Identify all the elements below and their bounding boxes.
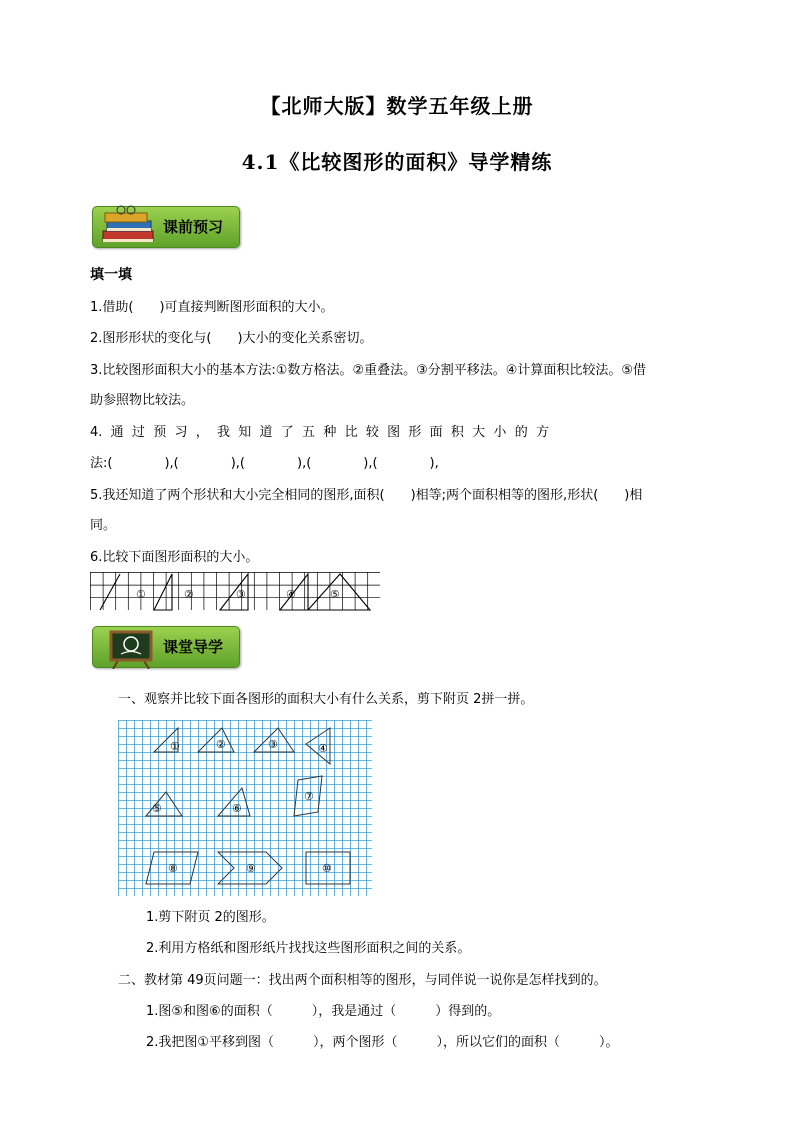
preview-badge-label: 课前预习 [163, 218, 224, 236]
classroom-badge [92, 626, 240, 668]
question-3-line2: 助参照物比较法。 [90, 393, 195, 408]
grid-label-1: ① [170, 740, 180, 753]
question-3-line1: 3.比较图形面积大小的基本方法:①数方格法。②重叠法。③分割平移法。④计算面积比较法。⑤借 [90, 363, 647, 378]
grid-label-6: ⑥ [232, 802, 242, 815]
shapes-grid-blue [118, 720, 374, 898]
compare-shapes-grid [90, 572, 382, 612]
question-4-line2: 法:( ),( ),( ),( ),( ), [90, 456, 439, 471]
shape-2-triangle [154, 574, 172, 610]
part-2-item-1: 1.图⑤和图⑥的面积（ ），我是通过（ ）得到的。 [146, 1004, 501, 1019]
document-title: 【北师大版】数学五年级上册 [260, 94, 534, 118]
classroom-badge-label: 课堂导学 [163, 638, 224, 656]
question-2: 2.图形形状的变化与( )大小的变化关系密切。 [90, 331, 373, 346]
part-1-item-2: 2.利用方格纸和图形纸片找找这些图形面积之间的关系。 [146, 941, 471, 956]
question-6: 6.比较下面图形面积的大小。 [90, 550, 259, 565]
question-5-line1: 5.我还知道了两个形状和大小完全相同的图形,面积( )相等;两个面积相等的图形,形状( )相 [90, 488, 643, 503]
part-2-instruction: 二、教材第 49页问题一：找出两个面积相等的图形，与同伴说一说你是怎样找到的。 [118, 973, 607, 988]
preview-badge [92, 206, 240, 248]
fill-in-heading: 填一填 [90, 267, 132, 283]
grid-label-5: ⑤ [152, 802, 162, 815]
small-label-3: ③ [236, 588, 246, 601]
part-1-item-1: 1.剪下附页 2的图形。 [146, 910, 275, 925]
small-label-5: ⑤ [330, 588, 340, 601]
small-label-2: ② [184, 588, 194, 601]
question-5-line2: 同。 [90, 518, 117, 533]
question-4-line1: 4. 通 过 预 习 ， 我 知 道 了 五 种 比 较 图 形 面 积 大 小 的 方 [90, 425, 549, 440]
document-subtitle: 4.1《比较图形的面积》导学精练 [241, 150, 553, 174]
grid-label-8: ⑧ [168, 862, 178, 875]
grid-label-3: ③ [268, 738, 278, 751]
grid-label-9: ⑨ [246, 862, 256, 875]
grid-label-2: ② [216, 738, 226, 751]
part-2-item-2: 2.我把图①平移到图（ ），两个图形（ ），所以它们的面积（ ）。 [146, 1035, 619, 1050]
grid-label-7: ⑦ [304, 790, 314, 803]
small-label-4: ④ [286, 588, 296, 601]
question-1: 1.借助( )可直接判断图形面积的大小。 [90, 300, 334, 315]
books-icon [99, 205, 159, 249]
grid-label-10: ⑩ [322, 862, 332, 875]
grid-label-4: ④ [318, 742, 328, 755]
small-label-1: ① [136, 588, 146, 601]
blackboard-icon [107, 629, 157, 669]
part-1-instruction: 一、观察并比较下面各图形的面积大小有什么关系，剪下附页 2拼一拼。 [118, 692, 534, 707]
